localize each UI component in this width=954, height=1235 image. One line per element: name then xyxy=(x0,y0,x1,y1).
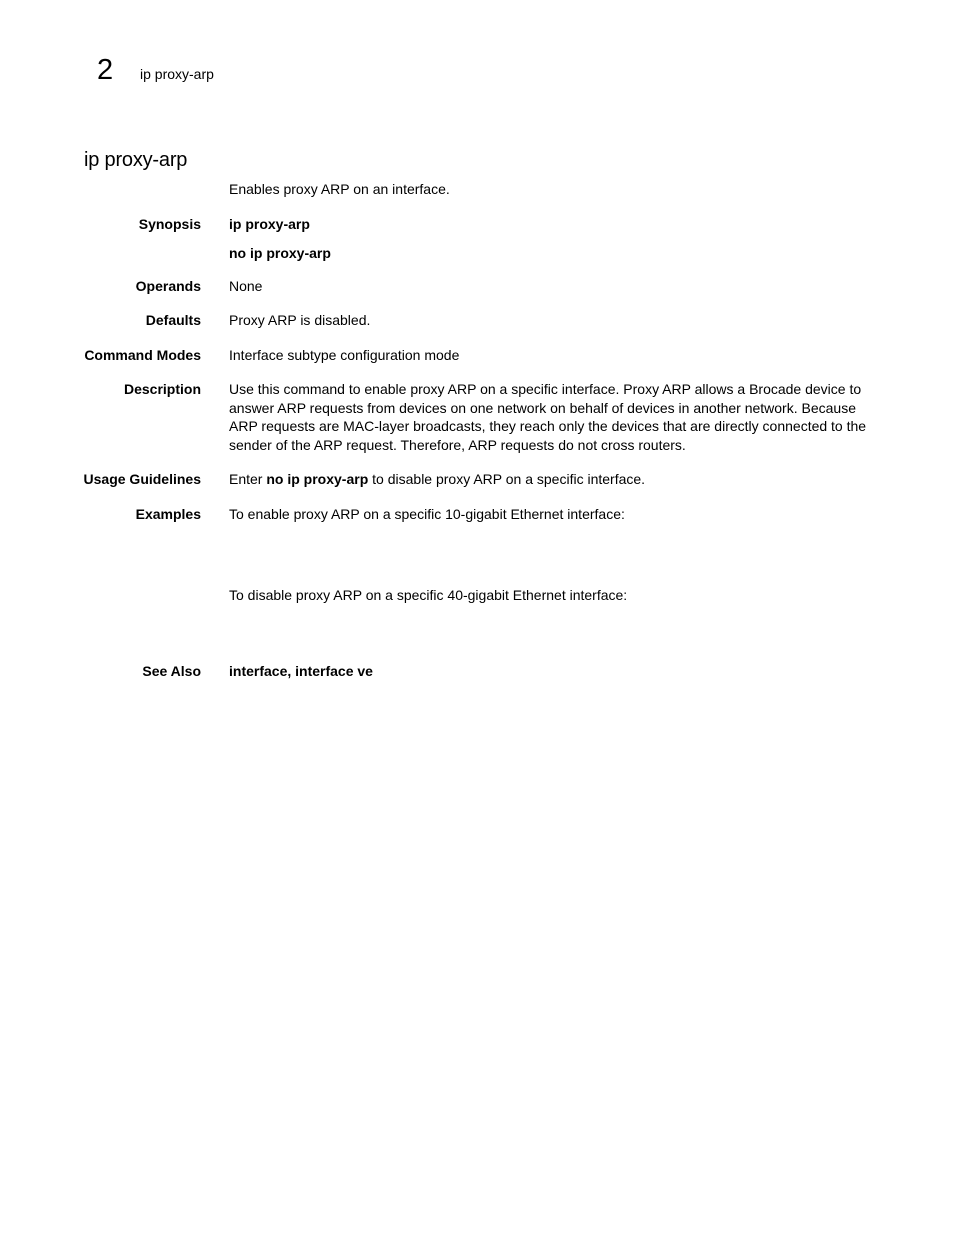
operands-label: Operands xyxy=(135,278,201,294)
usage-prefix: Enter xyxy=(229,471,267,487)
description-label: Description xyxy=(123,381,201,397)
running-header: ip proxy-arp xyxy=(140,66,214,82)
example-2-text: To disable proxy ARP on a specific 40-gigabit Ethernet interface: xyxy=(229,587,628,603)
see-also-links[interactable]: interface, interface ve xyxy=(229,663,373,679)
examples-label: Examples xyxy=(135,506,201,522)
page-title: ip proxy-arp xyxy=(84,149,188,172)
command-modes-content: Interface subtype configuration mode xyxy=(229,347,460,363)
usage-guidelines-content xyxy=(229,470,869,489)
synopsis-command: ip proxy-arp xyxy=(229,216,310,232)
operands-content: None xyxy=(229,278,263,294)
see-also-label: See Also xyxy=(142,663,201,679)
usage-command: no ip proxy-arp xyxy=(266,471,369,487)
example-1-text: To enable proxy ARP on a specific 10-gigabit Ethernet interface: xyxy=(229,506,625,522)
synopsis-content xyxy=(229,215,869,262)
defaults-content: Proxy ARP is disabled. xyxy=(229,312,371,328)
usage-suffix: to disable proxy ARP on a specific interface. xyxy=(368,471,646,487)
synopsis-label: Synopsis xyxy=(138,216,201,232)
description-content: Use this command to enable proxy ARP on a specific interface. Proxy ARP allows a Brocade device to answer ARP requests from devices on one network on behalf of devices in another network. Because ARP requests are MAC-layer broadcasts, they reach only the devices that are directly connected to the sender of the ARP request. Therefore, ARP requests do not cross routers. xyxy=(229,381,867,453)
defaults-label: Defaults xyxy=(145,312,201,328)
command-modes-label: Command Modes xyxy=(84,347,201,363)
usage-guidelines-label: Usage Guidelines xyxy=(83,471,201,487)
chapter-number: 2 xyxy=(97,54,114,86)
intro-text: Enables proxy ARP on an interface. xyxy=(229,181,450,197)
synopsis-no-command: no ip proxy-arp xyxy=(229,244,331,261)
